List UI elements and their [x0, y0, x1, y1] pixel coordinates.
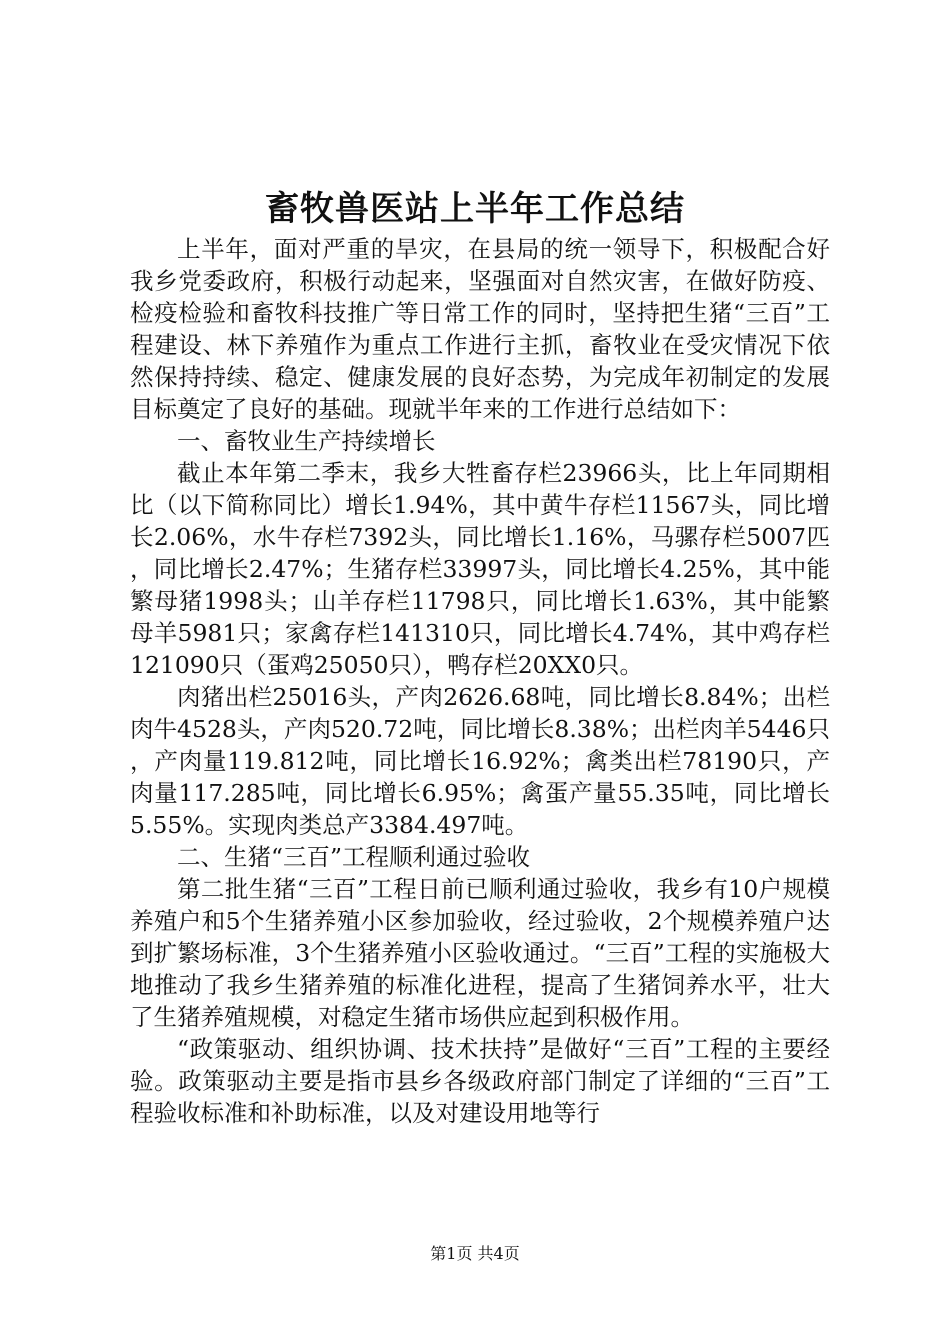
paragraph-project-acceptance: 第二批生猪“三百”工程日前已顺利通过验收，我乡有10户规模养殖户和5个生猪养殖小区参加验收，经过验收，2个规模养殖户达到扩繁场标准，3个生猪养殖小区验收通过。“三百”工程的实施极大地推动了我乡生猪养殖的标准化进程，提高了生猪饲养水平，壮大了生猪养殖规模，对稳定生猪市场供应起到积极作用。 — [130, 875, 830, 1031]
paragraph-livestock-stock: 截止本年第二季末，我乡大牲畜存栏23966头，比上年同期相比（以下简称同比）增长1.94%，其中黄牛存栏11567头，同比增长2.06%，水牛存栏7392头，同比增长1.16%，马骡存栏5007匹，同比增长2.47%；生猪存栏33997头，同比增长4.25%，其中能繁母猪1998头；山羊存栏11798只，同比增长1.63%，其中能繁母羊5981只；家禽存栏141310只，同比增长4.74%，其中鸡存栏121090只（蛋鸡25050只），鸭存栏20XX0只。 — [130, 459, 830, 679]
document-body — [130, 233, 830, 1129]
paragraph-intro: 上半年，面对严重的旱灾，在县局的统一领导下，积极配合好我乡党委政府，积极行动起来，坚强面对自然灾害，在做好防疫、检疫检验和畜牧科技推广等日常工作的同时，坚持把生猪“三百”工程建设、林下养殖作为重点工作进行主抓，畜牧业在受灾情况下依然保持持续、稳定、健康发展的良好态势，为完成年初制定的发展目标奠定了良好的基础。现就半年来的工作进行总结如下： — [130, 235, 830, 423]
paragraph-main-experience: “政策驱动、组织协调、技术扶持”是做好“三百”工程的主要经验。政策驱动主要是指市县乡各级政府部门制定了详细的“三百”工程验收标准和补助标准，以及对建设用地等行 — [130, 1035, 830, 1127]
section-heading-1: 一、畜牧业生产持续增长 — [177, 427, 436, 455]
section-heading-2: 二、生猪“三百”工程顺利通过验收 — [177, 843, 531, 871]
page-number-footer: 第1页 共4页 — [430, 1244, 520, 1263]
paragraph-meat-output: 肉猪出栏25016头，产肉2626.68吨，同比增长8.84%；出栏肉牛4528头，产肉520.72吨，同比增长8.38%；出栏肉羊5446只，产肉量119.812吨，同比增长16.92%；禽类出栏78190只，产肉量117.285吨，同比增长6.95%；禽蛋产量55.35吨，同比增长5.55%。实现肉类总产3384.497吨。 — [130, 683, 830, 839]
document-title: 畜牧兽医站上半年工作总结 — [265, 189, 685, 229]
